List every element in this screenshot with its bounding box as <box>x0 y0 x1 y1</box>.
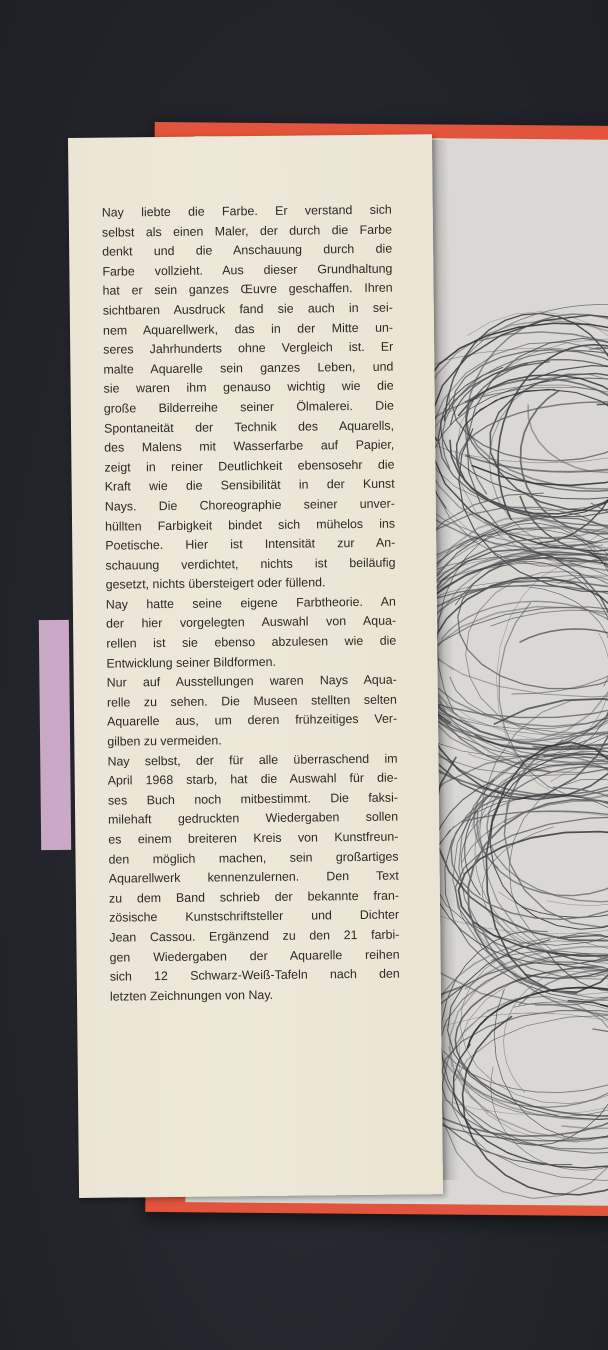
text-line: nem Aquarellwerk, das in der Mitte un- <box>102 320 394 338</box>
scribble-stroke <box>444 757 608 1002</box>
scribble-stroke <box>452 349 608 462</box>
text-line: gilben zu vermeiden. <box>107 733 222 749</box>
scribble-stroke <box>506 766 608 904</box>
text-line: Nays. Die Choreographie seiner unver- <box>104 496 395 514</box>
scribble-stroke <box>493 933 608 1140</box>
text-line: denkt und die Anschauung durch die <box>102 241 393 259</box>
text-line: hat er sein ganzes Œuvre geschaffen. Ihren <box>102 280 393 299</box>
scribble-stroke <box>436 522 608 750</box>
scribble-stroke <box>522 752 608 918</box>
text-line: es einem breiteren Kreis von Kunstfreun- <box>108 829 399 847</box>
scribble-stroke <box>449 609 608 734</box>
scribble-stroke <box>465 571 608 736</box>
text-line: milehaft gedruckten Wiedergaben sollen <box>108 809 399 828</box>
text-line: Aquarelle aus, um deren frühzeitiges Ver- <box>107 712 398 730</box>
text-line: hüllten Farbigkeit bindet sich mühelos ins <box>104 516 396 534</box>
text-line: große Bilderreihe seiner Ölmalerei. Die <box>103 398 394 416</box>
text-line: Spontaneität der Technik des Aquarells, <box>103 418 395 436</box>
text-line: zösische Kunstschriftsteller und Dichter <box>109 907 400 925</box>
text-line: schauung verdichtet, nichts ist beiläufig <box>105 555 396 573</box>
scribble-stroke <box>474 549 608 749</box>
scribble-stroke <box>466 363 608 492</box>
scribble-stroke <box>431 794 608 946</box>
text-line: Jean Cassou. Ergänzend zu den 21 farbi- <box>109 927 400 945</box>
text-line: Nur auf Ausstellungen waren Nays Aqua- <box>106 672 397 690</box>
text-line: zu dem Band schrieb der bekannte fran- <box>108 888 400 906</box>
text-line: sichtbaren Ausdruck fand sie auch in sei- <box>102 300 393 318</box>
scribble-stroke <box>488 373 608 550</box>
text-line: Nay hatte seine eigene Farbtheorie. An <box>105 594 396 612</box>
dust-jacket-flap <box>68 134 443 1198</box>
scribble-stroke <box>458 970 608 1143</box>
text-line: relle zu sehen. Die Museen stellten selten <box>106 692 397 710</box>
flap-paragraph <box>107 671 398 752</box>
scribble-stroke <box>489 754 608 931</box>
flap-paragraph <box>102 201 396 596</box>
text-line: Nay selbst, der für alle überraschend im <box>107 751 398 769</box>
scribble-stroke <box>440 995 608 1199</box>
text-line: sie waren ihm genauso wichtig wie die <box>103 378 394 396</box>
text-line: Aquarellwerk kennenzulernen. Den Text <box>108 868 399 886</box>
text-line: Poetische. Hier ist Intensität zur An- <box>105 535 396 553</box>
scribble-stroke <box>458 746 608 978</box>
text-line: Kraft wie die Sensibilität in der Kunst <box>104 476 395 494</box>
text-line: selbst als einen Maler, der durch die Farbe <box>101 222 393 240</box>
scribble-stroke <box>468 987 608 1050</box>
pink-page-edge <box>39 620 71 850</box>
text-line: malte Aquarelle sein ganzes Leben, und <box>103 359 394 377</box>
text-line: gesetzt, nichts übersteigert oder füllend. <box>105 575 326 592</box>
text-line: letzten Zeichnungen von Nay. <box>109 987 274 1004</box>
text-line: gen Wiedergaben der Aquarelle reihen <box>109 947 400 965</box>
scribble-stroke <box>464 763 608 897</box>
flap-text-block <box>102 201 400 1007</box>
text-line: des Malens mit Wasserfarbe auf Papier, <box>104 437 395 455</box>
text-line: zeigt in reiner Deutlichkeit ebensosehr die <box>104 457 395 475</box>
flap-paragraph <box>106 592 397 673</box>
text-line: Entwicklung seiner Bildformen. <box>106 654 276 671</box>
text-line: den möglich machen, sein großartiges <box>108 849 399 867</box>
text-line: rellen ist sie ebenso abzulesen wie die <box>106 633 397 651</box>
text-line: sich 12 Schwarz-Weiß-Tafeln nach den <box>109 966 400 984</box>
text-line: April 1968 starb, hat die Auswahl für die- <box>107 770 398 788</box>
scribble-stroke <box>452 1014 608 1182</box>
flap-paragraph <box>107 749 400 1007</box>
text-line: der hier vorgelegten Auswahl von Aqua- <box>106 614 397 632</box>
text-line: seres Jahrhunderts ohne Vergleich ist. Er <box>103 339 394 357</box>
text-line: Farbe vollzieht. Aus dieser Grundhaltung <box>102 261 393 279</box>
text-line: ses Buch noch mitbestimmt. Die faksi- <box>107 790 398 808</box>
text-line: Nay liebte die Farbe. Er verstand sich <box>101 202 392 220</box>
